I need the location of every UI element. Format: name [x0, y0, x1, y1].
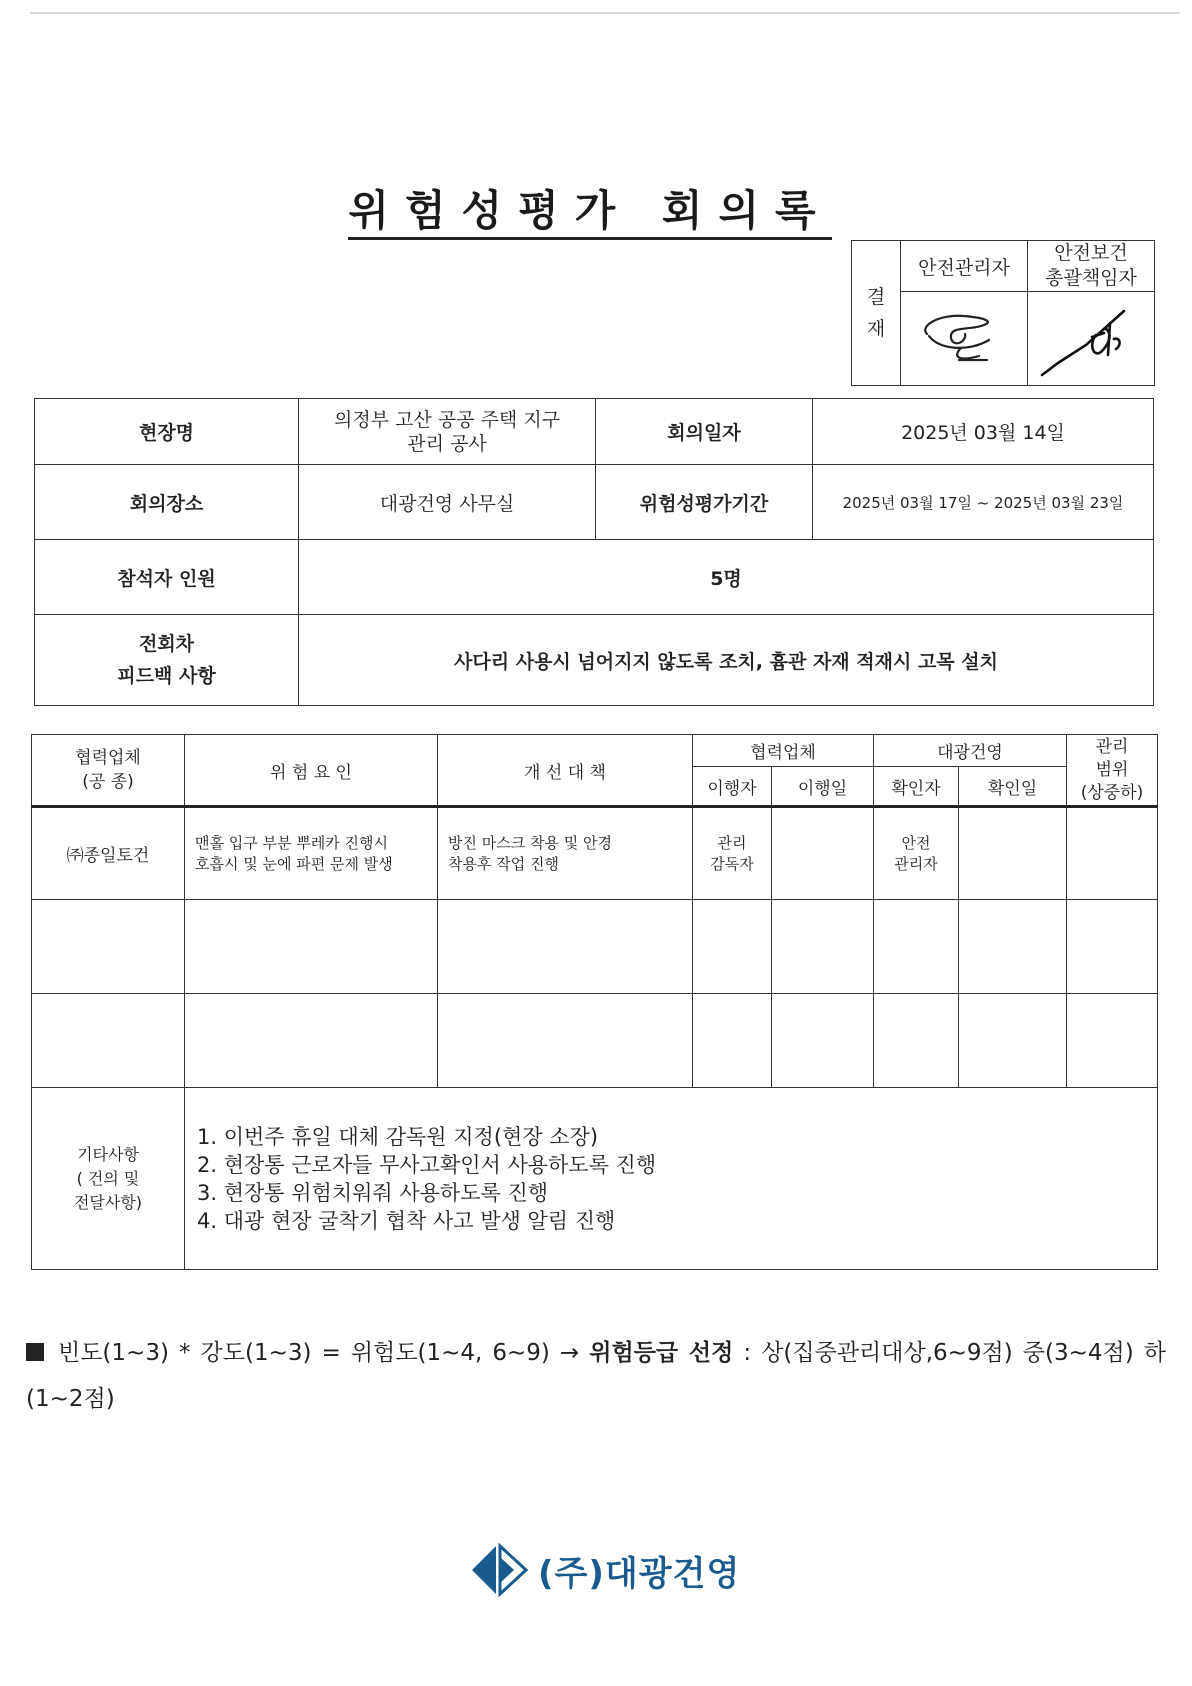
risk-assessment-table: [31, 734, 1158, 1270]
place-label: 회의장소: [35, 465, 299, 540]
row2-confirm-date: [959, 900, 1067, 994]
meeting-info-table: [34, 398, 1154, 706]
date-label: 회의일자: [596, 399, 813, 465]
attendees-label: 참석자 인원: [35, 540, 299, 615]
note-item: 1. 이번주 휴일 대체 감독원 지정(현장 소장): [197, 1124, 599, 1149]
approval-col-general-manager: [1028, 241, 1155, 292]
date-value: 2025년 03월 14일: [813, 399, 1154, 465]
approval-col2-text: 안전보건 총괄책임자: [1045, 242, 1137, 289]
row1-confirmer: 안전 관리자: [874, 807, 959, 900]
row1-confirm-date: [959, 807, 1067, 900]
row2-hazard: [185, 900, 438, 994]
row1-scope: [1067, 807, 1158, 900]
approval-box: [851, 240, 1155, 386]
row3-confirm-date: [959, 994, 1067, 1088]
page-title: [0, 178, 1180, 238]
formula-bold: 위험등급 선정: [589, 1340, 734, 1366]
row1-hazard: 맨홀 입구 부분 뿌레카 진행시 호흡시 및 눈에 파편 문제 발생: [185, 807, 438, 900]
notes-label: 기타사항 ( 건의 및 전달사항): [32, 1088, 185, 1270]
title-text: 위험성평가 회의록: [348, 186, 831, 240]
attendees-value: 5명: [299, 540, 1154, 615]
header-hazard: 위 험 요 인: [185, 735, 438, 807]
notes-list: [185, 1088, 1158, 1270]
row3-confirmer: [874, 994, 959, 1088]
header-executor: 이행자: [693, 767, 772, 807]
row3-executor: [693, 994, 772, 1088]
row2-exec-date: [772, 900, 874, 994]
approval-col-safety-manager: [901, 241, 1028, 292]
period-value: 2025년 03월 17일 ~ 2025년 03월 23일: [813, 465, 1154, 540]
approval-col1-text: 안전관리자: [918, 256, 1010, 279]
row2-scope: [1067, 900, 1158, 994]
signature-safety-manager: [901, 292, 1028, 386]
site-value: 의정부 고산 공공 주택 지구 관리 공사: [299, 399, 596, 465]
top-rule: [30, 12, 1180, 14]
signature-2-icon: [1036, 293, 1146, 379]
row2-confirmer: [874, 900, 959, 994]
row2-executor: [693, 900, 772, 994]
row3-scope: [1067, 994, 1158, 1088]
table-row: [32, 900, 1158, 994]
formula-text: 빈도(1~3) * 강도(1~3) = 위험도(1~4, 6~9) →: [58, 1340, 590, 1366]
row2-measure: [438, 900, 693, 994]
table-row: [32, 807, 1158, 900]
row1-exec-date: [772, 807, 874, 900]
header-partner: 협력업체 (공 종): [32, 735, 185, 807]
row1-executor: 관리 감독자: [693, 807, 772, 900]
note-item: 3. 현장통 위험치워줘 사용하도록 진행: [197, 1180, 549, 1205]
square-bullet-icon: [26, 1343, 44, 1361]
risk-grade-formula: [26, 1330, 1166, 1422]
row1-partner: ㈜종일토건: [32, 807, 185, 900]
logo-text: (주)대광건영: [538, 1553, 741, 1594]
header-company-group: 대광건영: [874, 735, 1067, 767]
header-confirm-date: 확인일: [959, 767, 1067, 807]
row2-partner: [32, 900, 185, 994]
row3-hazard: [185, 994, 438, 1088]
approval-label: [852, 241, 901, 386]
feedback-value: 사다리 사용시 넘어지지 않도록 조치, 흄관 자재 적재시 고목 설치: [299, 615, 1154, 706]
formula-rest: : 상(집중관리대상,6~9점) 중(3~4점) 하(1~2점): [26, 1340, 1166, 1412]
note-item: 2. 현장통 근로자들 무사고확인서 사용하도록 진행: [197, 1152, 657, 1177]
place-value: 대광건영 사무실: [299, 465, 596, 540]
note-item: 4. 대광 현장 굴착기 협착 사고 발생 알림 진행: [197, 1208, 616, 1233]
header-partner-group: 협력업체: [693, 735, 874, 767]
row3-partner: [32, 994, 185, 1088]
table-row: [32, 994, 1158, 1088]
header-measure: 개 선 대 책: [438, 735, 693, 807]
header-confirmer: 확인자: [874, 767, 959, 807]
company-logo: [470, 1540, 740, 1600]
period-label: 위험성평가기간: [596, 465, 813, 540]
diamond-logo-icon: [470, 1543, 528, 1597]
header-exec-date: 이행일: [772, 767, 874, 807]
feedback-label: 전회차 피드백 사항: [35, 615, 299, 706]
row1-measure: 방진 마스크 착용 및 안경 착용후 작업 진행: [438, 807, 693, 900]
header-scope: 관리 범위 (상중하): [1067, 735, 1158, 807]
row3-measure: [438, 994, 693, 1088]
site-label: 현장명: [35, 399, 299, 465]
signature-1-icon: [909, 296, 1019, 376]
row3-exec-date: [772, 994, 874, 1088]
signature-general-manager: [1028, 292, 1155, 386]
approval-label-text: 결 재: [866, 286, 886, 340]
